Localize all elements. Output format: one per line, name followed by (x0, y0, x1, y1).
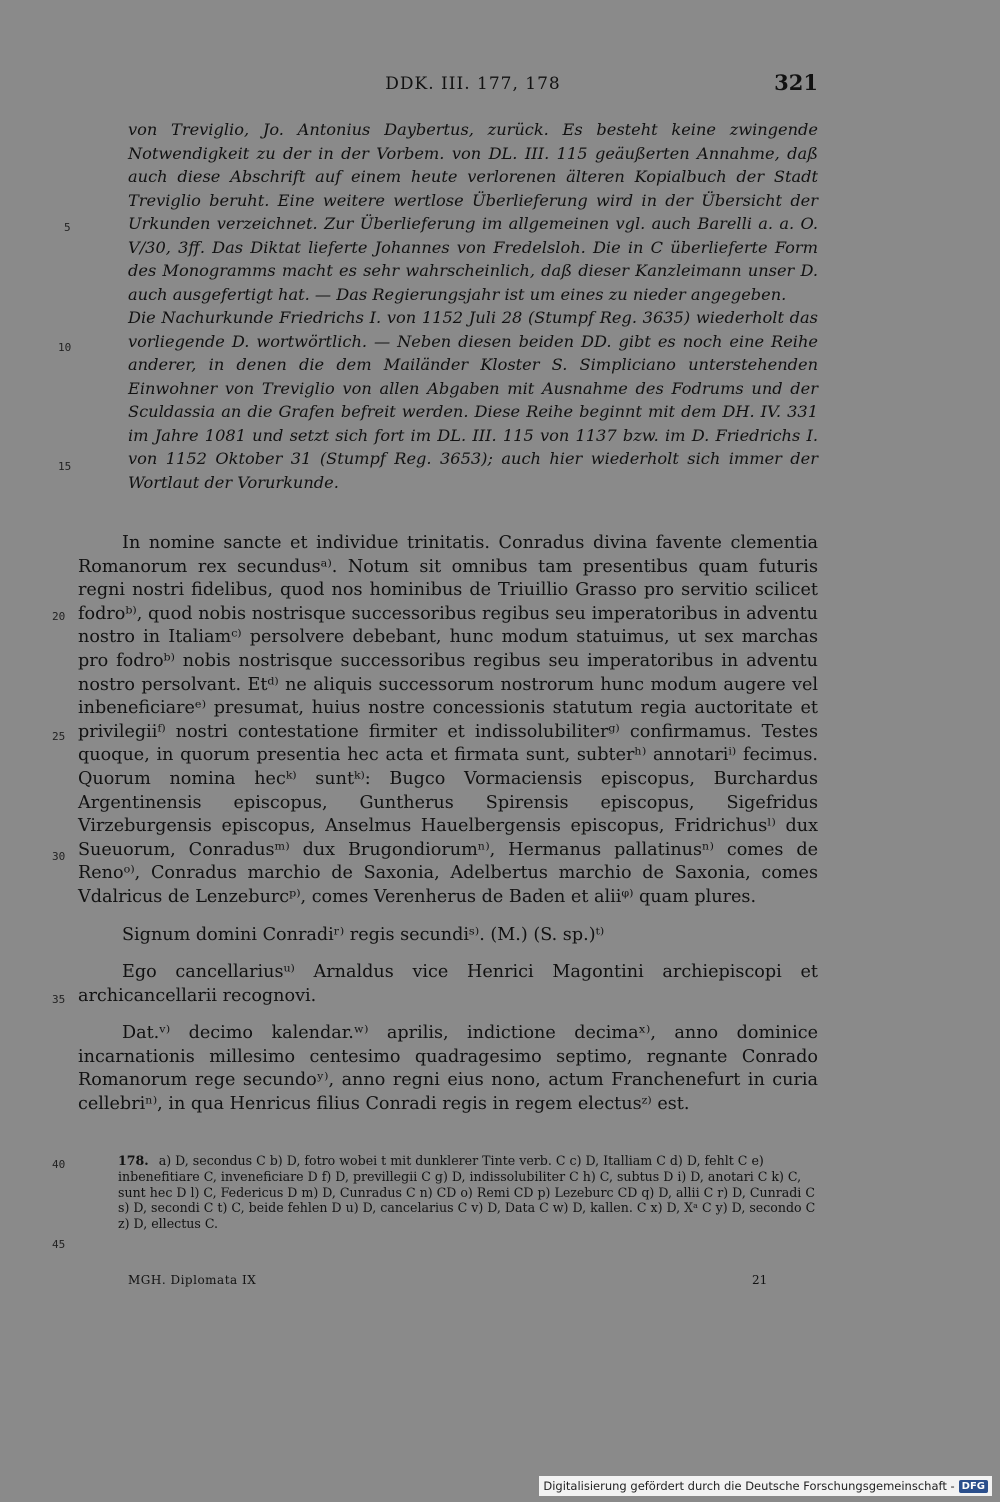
line-number: 10 (58, 341, 72, 354)
apparatus-text: a) D, secondus C b) D, fotro wobei t mit dunklerer Tinte verb. C c) D, Italliam C d) D, fehlt C e) inbenefitiare C, inveneficiare D f) D, previllegii C g) D, indissolubiliter C h) C, subtus D i) D, anotari C k) C, sunt hec D l) C, Federicus D m) D, Cunradus C n) CD o) Remi CD p) Lezeburc CD q) D, allii C r) D, Cunradi C s) D, secondi C t) C, beide fehlen D u) D, cancelarius C v) D, Data C w) D, kallen. C x) D, Xᵃ C y) D, secondo C z) D, ellectus C. (118, 1153, 816, 1232)
line-number: 20 (52, 610, 66, 623)
remarks-paragraph-1: von Treviglio, Jo. Antonius Daybertus, zurück. Es besteht keine zwingende Notwendigkeit zu der in der Vorbem. von DL. III. 115 geäußerten Annahme, daß auch diese Abschrift auf einem heute verlorenen älteren Kopialbuch der Stadt Treviglio beruht. Eine weitere wertlose Überlieferung wird in der Übersicht der Urkunden verzeichnet. Zur Überlieferung im allgemeinen vgl. auch Barelli a. a. O. V/30, 3ff. Das Diktat lieferte Johannes von Fredelsloh. Die in C überlieferte Form des Monogramms macht es sehr wahrscheinlich, daß dieser Kanzleimann unser D. auch ausgefertigt hat. — Das Regierungsjahr ist um eines zu nieder angegeben. (128, 120, 818, 304)
line-number: 35 (52, 993, 66, 1006)
line-number: 45 (52, 1238, 66, 1251)
apparatus-number: 178. (118, 1153, 149, 1168)
charter-signum: Signum domini Conradiʳ⁾ regis secundiˢ⁾. (M.) (S. sp.)ᵗ⁾ (122, 924, 605, 945)
running-title: DDK. III. 177, 178 (385, 74, 561, 94)
series-footer: MGH. Diplomata IX (128, 1273, 257, 1287)
dfg-text: Digitalisierung gefördert durch die Deutsche Forschungsgemeinschaft - (543, 1479, 955, 1493)
charter-main: In nomine sancte et individue trinitatis. Conradus divina favente clementia Romanorum rex secundusᵃ⁾. Notum sit omnibus tam presentibus quam futuris regni nostri fidelibus, quod nos hominibus de Triuillio Grasso pro servitio scilicet fodroᵇ⁾, quod nobis nostrisque successoribus regibus seu imperatoribus in adventu nostro in Italiamᶜ⁾ persolvere debebant, hunc modum statuimus, ut sex marchas pro fodroᵇ⁾ nobis nostrisque successoribus regibus seu imperatoribus in adventu nostro persolvant. Etᵈ⁾ ne aliquis successorum nostrorum hunc modum augere vel inbeneficiareᵉ⁾ presumat, huius nostre concessionis statutum regia auctoritate et privilegiiᶠ⁾ nostri contestatione firmiter et indissolubiliterᵍ⁾ confirmamus. Testes quoque, in quorum presentia hec acta et firmata sunt, subterʰ⁾ annotariⁱ⁾ fecimus. Quorum nomina hecᵏ⁾ suntᵏ⁾: Bugco Vormaciensis episcopus, Burchardus Argentinensis episcopus, Guntherus Spirensis episcopus, Sigefridus Virzeburgensis episcopus, Anselmus Hauelbergensis episcopus, Fridrichusˡ⁾ dux Sueuorum, Conradusᵐ⁾ dux Brugondiorumⁿ⁾, Hermanus pallatinusⁿ⁾ comes de Renoᵒ⁾, Conradus marchio de Saxonia, Adelbertus marchio de Saxonia, comes Vdalricus de Lenzeburcᵖ⁾, comes Verenherus de Baden et aliiᵠ⁾ quam plures. (78, 533, 818, 907)
line-number: 40 (52, 1158, 66, 1171)
line-number: 25 (52, 730, 66, 743)
line-number: 15 (58, 460, 72, 473)
page-header (128, 70, 818, 100)
dfg-logo: DFG (959, 1480, 988, 1493)
critical-apparatus (118, 1153, 818, 1232)
line-number: 5 (64, 221, 71, 234)
charter-recognition: Ego cancellariusᵘ⁾ Arnaldus vice Henrici Magontini archiepiscopi et archicancellarii recognovi. (78, 962, 818, 1006)
charter-text (78, 532, 818, 1131)
signature-mark: 21 (752, 1273, 768, 1287)
line-number: 30 (52, 850, 66, 863)
preliminary-remarks (128, 118, 818, 494)
charter-dating: Dat.ᵛ⁾ decimo kalendar.ʷ⁾ aprilis, indictione decimaˣ⁾, anno dominice incarnationis millesimo centesimo quadragesimo septimo, regnante Conrado Romanorum rege secundoʸ⁾, anno regni eius nono, actum Franchenefurt in curia cellebriⁿ⁾, in qua Henricus filius Conradi regis in regem electusᶻ⁾ est. (78, 1023, 818, 1115)
dfg-funding-note (539, 1476, 992, 1496)
remarks-paragraph-2: Die Nachurkunde Friedrichs I. von 1152 Juli 28 (Stumpf Reg. 3635) wiederholt das vorliegende D. wortwörtlich. — Neben diesen beiden DD. gibt es noch eine Reihe anderer, in denen die dem Mailänder Kloster S. Simpliciano unterstehenden Einwohner von Treviglio von allen Abgaben mit Ausnahme des Fodrums und der Sculdassia an die Grafen befreit werden. Diese Reihe beginnt mit dem DH. IV. 331 im Jahre 1081 und setzt sich fort im DL. III. 115 von 1137 bzw. im D. Friedrichs I. von 1152 Oktober 31 (Stumpf Reg. 3653); auch hier wiederholt sich immer der Wortlaut der Vorurkunde. (128, 308, 818, 492)
page-number: 321 (774, 70, 818, 95)
